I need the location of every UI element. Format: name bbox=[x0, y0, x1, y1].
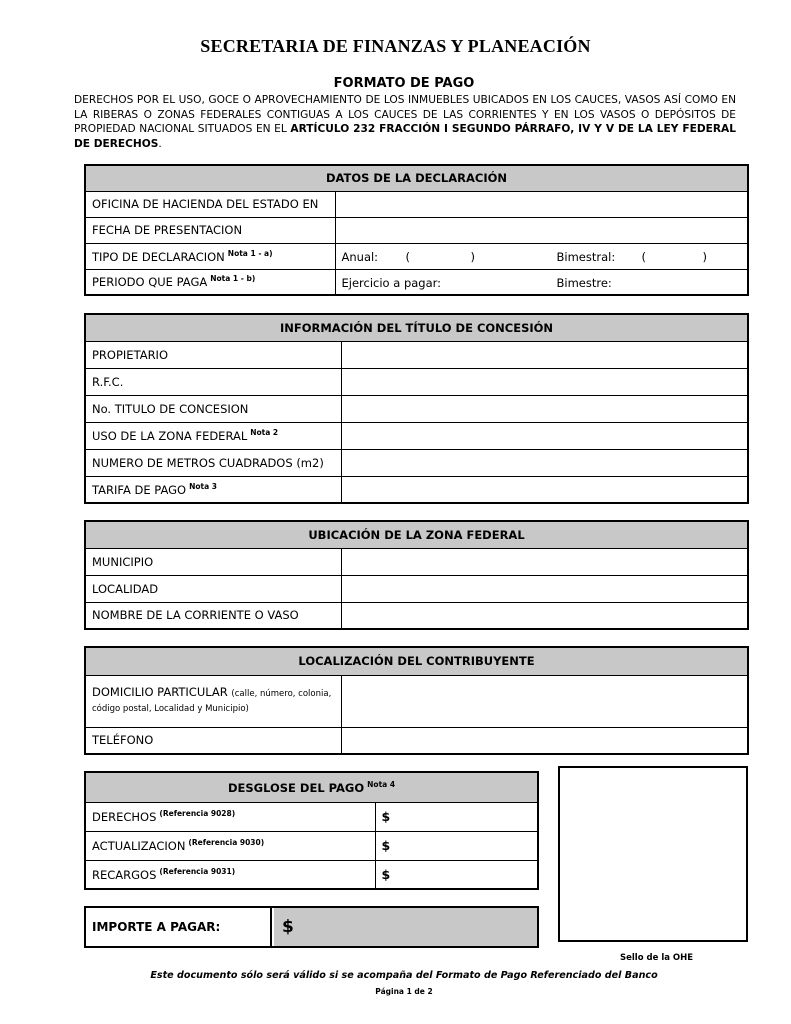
uso-note: Nota 2 bbox=[250, 428, 279, 437]
derechos-ref: (Referencia 9028) bbox=[159, 809, 236, 818]
periodo-note: Nota 1 - b) bbox=[210, 274, 256, 284]
tipo-field[interactable] bbox=[335, 243, 748, 269]
actualizacion-amount-field[interactable] bbox=[375, 831, 538, 860]
document-title: SECRETARIA DE FINANZAS Y PLANEACIÓN bbox=[200, 36, 591, 56]
actualizacion-text: ACTUALIZACION bbox=[92, 839, 186, 853]
localidad-field[interactable] bbox=[341, 575, 748, 602]
periodo-text: PERIODO QUE PAGA bbox=[92, 275, 208, 290]
corriente-label: NOMBRE DE LA CORRIENTE O VASO bbox=[85, 602, 341, 629]
actualizacion-label bbox=[85, 831, 375, 860]
intro-text: DERECHOS POR EL USO, GOCE O APROVECHAMIENTO DE LOS INMUEBLES UBICADOS EN LOS CAUCES, VASOS ASÍ COMO EN LA RIBERAS O ZONAS FEDERALES CONTIGUAS A LOS CAUCES DE LAS CORRIENTES Y EN LOS VASOS O DEPÓSITOS DE PROPIEDAD NACIONAL SITUADOS EN EL bbox=[74, 94, 736, 135]
anual-paren-open: ( bbox=[405, 249, 410, 264]
corriente-field[interactable] bbox=[341, 602, 748, 629]
page-number: Página 1 de 2 bbox=[375, 987, 433, 996]
desglose-note: Nota 4 bbox=[367, 779, 396, 789]
domicilio-label bbox=[85, 675, 341, 727]
uso-text: USO DE LA ZONA FEDERAL bbox=[92, 429, 248, 443]
telefono-field[interactable] bbox=[341, 727, 748, 754]
importe-label: IMPORTE A PAGAR: bbox=[86, 908, 272, 946]
periodo-label bbox=[85, 269, 335, 295]
oficina-label: OFICINA DE HACIENDA DEL ESTADO EN bbox=[85, 191, 335, 217]
tipo-label bbox=[85, 243, 335, 269]
anual-label: Anual: bbox=[341, 249, 379, 264]
fecha-field[interactable] bbox=[335, 217, 748, 243]
contribuyente-table bbox=[84, 646, 749, 755]
propietario-field[interactable] bbox=[341, 341, 748, 368]
derechos-text: DERECHOS bbox=[92, 810, 157, 824]
concesion-table bbox=[84, 313, 749, 504]
oficina-field[interactable] bbox=[335, 191, 748, 217]
tarifa-label bbox=[85, 476, 341, 503]
importe-box bbox=[84, 906, 539, 948]
rfc-label: R.F.C. bbox=[85, 368, 341, 395]
rfc-field[interactable] bbox=[341, 368, 748, 395]
metros-label: NUMERO DE METROS CUADRADOS (m2) bbox=[85, 449, 341, 476]
tipo-text: TIPO DE DECLARACION bbox=[92, 249, 225, 264]
metros-field[interactable] bbox=[341, 449, 748, 476]
declaracion-header: DATOS DE LA DECLARACIÓN bbox=[85, 165, 748, 191]
recargos-ref: (Referencia 9031) bbox=[159, 866, 236, 876]
municipio-field[interactable] bbox=[341, 548, 748, 575]
desglose-table bbox=[84, 771, 539, 890]
stamp-label: Sello de la OHE bbox=[620, 953, 694, 963]
fecha-label: FECHA DE PRESENTACION bbox=[85, 217, 335, 243]
recargos-label bbox=[85, 860, 375, 889]
intro-period: . bbox=[158, 137, 162, 150]
derechos-amount-field[interactable] bbox=[375, 802, 538, 831]
uso-label bbox=[85, 422, 341, 449]
domicilio-field[interactable] bbox=[341, 675, 748, 727]
actualizacion-ref: (Referencia 9030) bbox=[188, 838, 265, 847]
ubicacion-header: UBICACIÓN DE LA ZONA FEDERAL bbox=[85, 521, 748, 548]
recargos-amount-field[interactable] bbox=[375, 860, 538, 889]
ejercicio-label: Ejercicio a pagar: bbox=[341, 275, 442, 290]
intro-legal-reference: ARTÍCULO 232 FRACCIÓN I SEGUNDO PÁRRAFO, IV Y V DE LA LEY FEDERAL DE DERECHOS bbox=[74, 123, 736, 150]
uso-field[interactable] bbox=[341, 422, 748, 449]
bimestral-paren-open: ( bbox=[641, 249, 646, 264]
bimestre-label: Bimestre: bbox=[556, 275, 612, 290]
actualizacion-currency: $ bbox=[381, 838, 391, 853]
concesion-header: INFORMACIÓN DEL TÍTULO DE CONCESIÓN bbox=[85, 314, 748, 341]
titulo-label: No. TITULO DE CONCESION bbox=[85, 395, 341, 422]
domicilio-text: DOMICILIO PARTICULAR bbox=[92, 685, 228, 699]
derechos-label bbox=[85, 802, 375, 831]
tarifa-text: TARIFA DE PAGO bbox=[92, 482, 187, 497]
telefono-label: TELÉFONO bbox=[85, 727, 341, 754]
contribuyente-header: LOCALIZACIÓN DEL CONTRIBUYENTE bbox=[85, 647, 748, 675]
domicilio-detail-2: código postal, Localidad y Municipio) bbox=[92, 704, 249, 714]
propietario-label: PROPIETARIO bbox=[85, 341, 341, 368]
footer-note: Este documento sólo será válido si se acompaña del Formato de Pago Referenciado del Banco bbox=[150, 970, 658, 981]
anual-paren-close: ) bbox=[470, 249, 475, 264]
bimestral-label: Bimestral: bbox=[556, 249, 616, 264]
derechos-currency: $ bbox=[381, 809, 391, 824]
importe-amount-field[interactable] bbox=[274, 908, 537, 946]
titulo-field[interactable] bbox=[341, 395, 748, 422]
municipio-label: MUNICIPIO bbox=[85, 548, 341, 575]
intro-paragraph bbox=[74, 93, 736, 151]
desglose-header bbox=[85, 772, 538, 802]
localidad-label: LOCALIDAD bbox=[85, 575, 341, 602]
importe-currency: $ bbox=[282, 917, 294, 937]
tarifa-note: Nota 3 bbox=[189, 481, 217, 491]
periodo-field[interactable] bbox=[335, 269, 748, 295]
bimestral-paren-close: ) bbox=[702, 249, 707, 264]
form-subtitle: FORMATO DE PAGO bbox=[333, 76, 475, 91]
stamp-box bbox=[558, 766, 748, 942]
tipo-note: Nota 1 - a) bbox=[227, 248, 273, 258]
recargos-currency: $ bbox=[381, 866, 391, 882]
recargos-text: RECARGOS bbox=[92, 867, 157, 882]
ubicacion-table bbox=[84, 520, 749, 630]
tarifa-field[interactable] bbox=[341, 476, 748, 503]
declaracion-table bbox=[84, 164, 749, 296]
desglose-title: DESGLOSE DEL PAGO bbox=[227, 780, 365, 795]
domicilio-detail-1: (calle, número, colonia, bbox=[231, 689, 332, 699]
